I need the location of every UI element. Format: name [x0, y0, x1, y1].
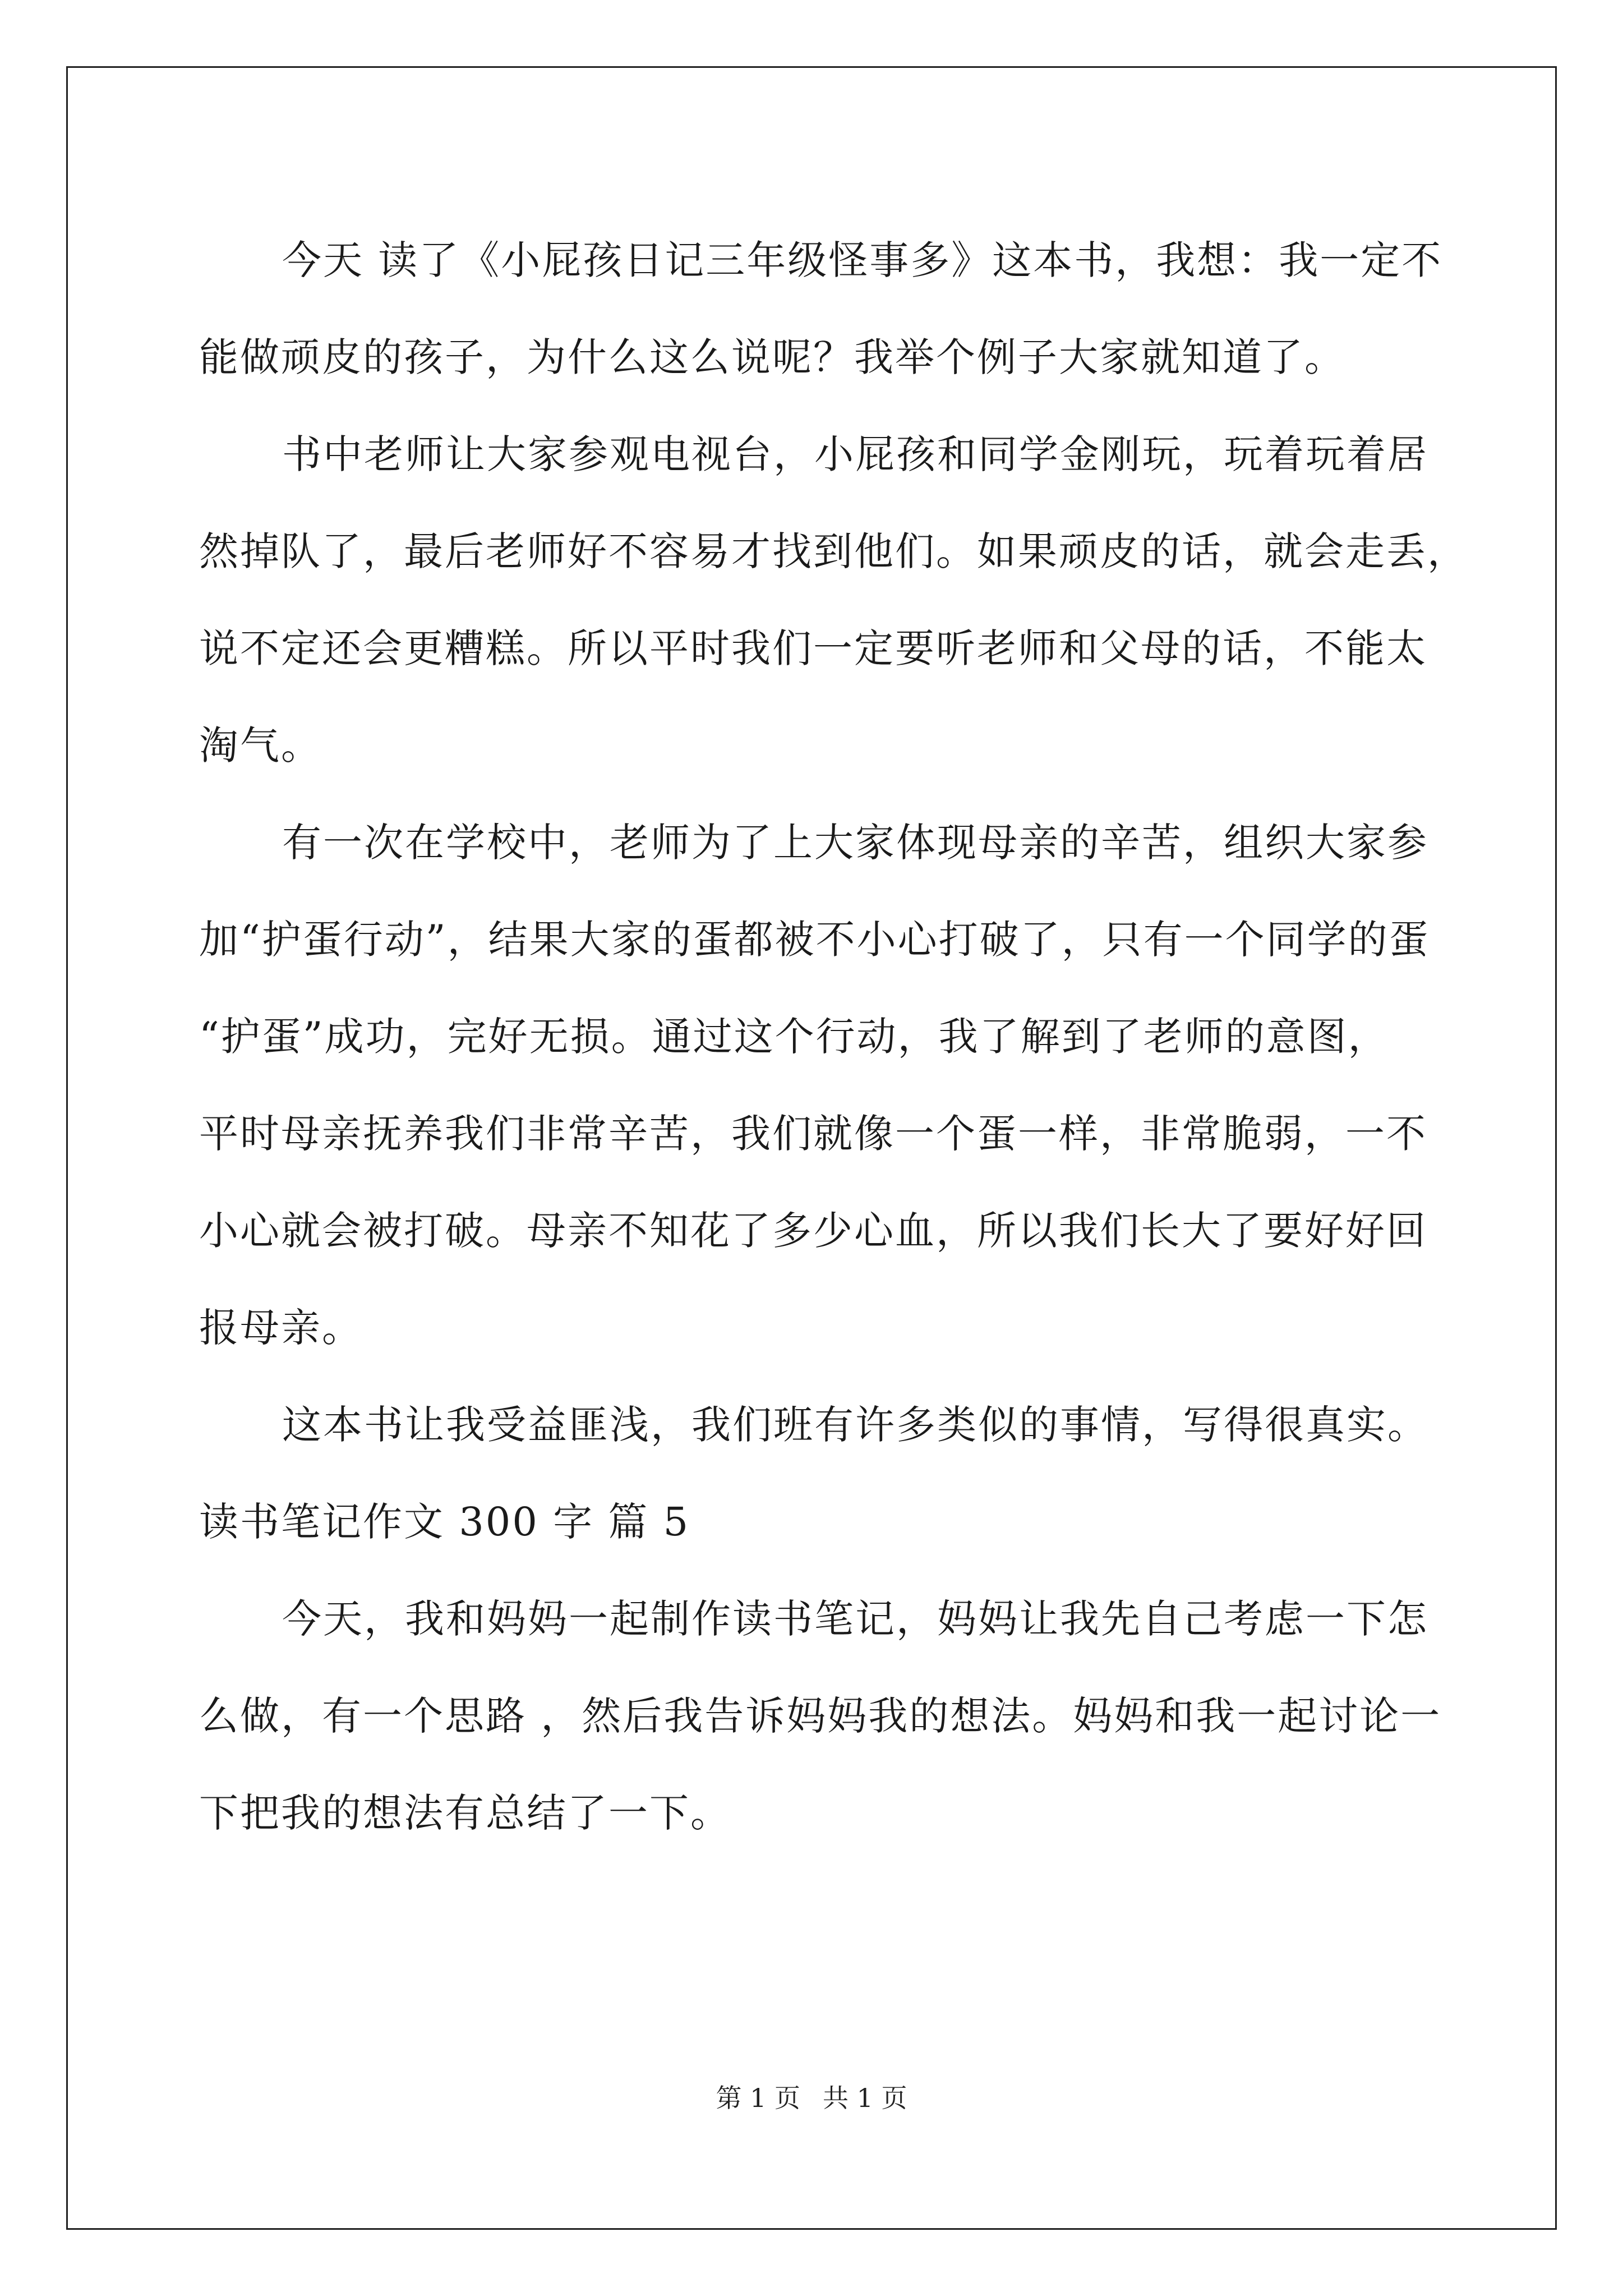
section-heading: 读书笔记作文 300 字 篇 5: [199, 1499, 690, 1545]
text-line: 报母亲。: [199, 1305, 363, 1351]
text-line: 书中老师让大家参观电视台，小屁孩和同学金刚玩，玩着玩着居: [282, 431, 1428, 477]
text-line: “护蛋”成功，完好无损。通过这个行动，我了解到了老师的意图，: [199, 1014, 1389, 1060]
text-line: 今天，我和妈妈一起制作读书笔记，妈妈让我先自己考虑一下怎: [282, 1596, 1428, 1642]
page-total: 共 1 页: [823, 2083, 907, 2113]
text-line: 淘气。: [199, 723, 322, 769]
text-line: 这本书让我受益匪浅，我们班有许多类似的事情，写得很真实。: [282, 1402, 1428, 1448]
text-line: 下把我的想法有总结了一下。: [199, 1790, 731, 1836]
text-line: 么做，有一个思路 ，然后我告诉妈妈我的想法。妈妈和我一起讨论一: [199, 1693, 1442, 1739]
page-number: 第 1 页: [716, 2083, 800, 2113]
document-body: [199, 212, 1468, 1862]
text-line: 加“护蛋行动”，结果大家的蛋都被不小心打破了，只有一个同学的蛋: [199, 917, 1430, 963]
text-line: 说不定还会更糟糕。所以平时我们一定要听老师和父母的话，不能太: [199, 625, 1427, 671]
text-line: 然掉队了，最后老师好不容易才找到他们。如果顽皮的话，就会走丢，: [199, 528, 1468, 574]
text-line: 今天 读了《小屁孩日记三年级怪事多》这本书，我想：我一定不: [282, 237, 1443, 283]
text-line: 小心就会被打破。母亲不知花了多少心血，所以我们长大了要好好回: [199, 1208, 1427, 1254]
page-footer: [0, 2081, 1623, 2115]
text-line: 平时母亲抚养我们非常辛苦，我们就像一个蛋一样，非常脆弱，一不: [199, 1111, 1427, 1157]
text-line: 能做顽皮的孩子，为什么这么说呢？我举个例子大家就知道了。: [199, 334, 1345, 380]
text-line: 有一次在学校中，老师为了上大家体现母亲的辛苦，组织大家参: [282, 820, 1428, 866]
